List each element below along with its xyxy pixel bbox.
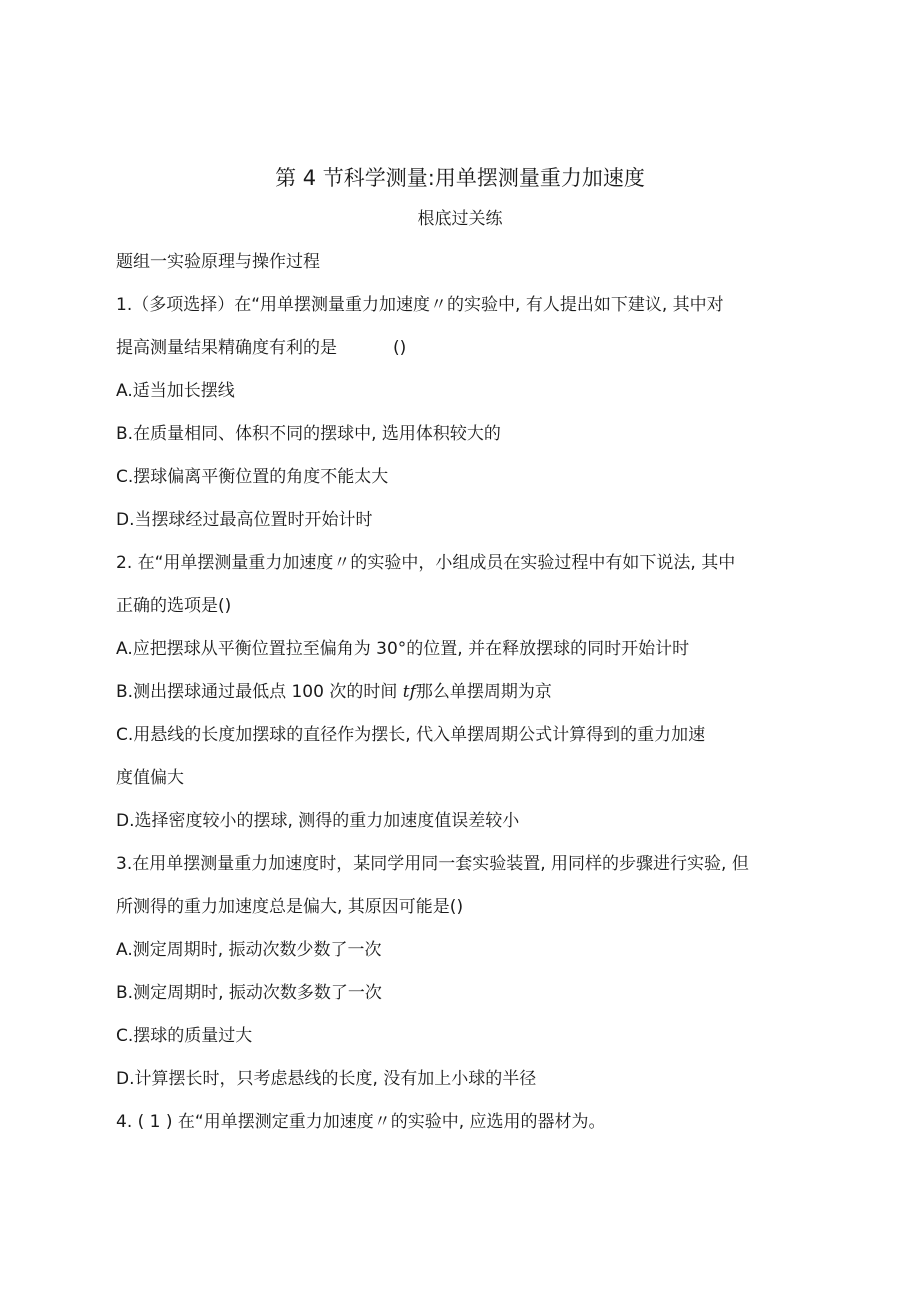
- q2-option-b: [116, 680, 552, 704]
- q2-option-c-line2: 度值偏大: [116, 768, 184, 788]
- q2-option-b-math: tf: [402, 682, 416, 702]
- q2-option-a: A.应把摆球从平衡位置拉至偏角为 30°的位置, 并在释放摆球的同时开始计时: [116, 639, 690, 659]
- q2-stem-line2: 正确的选项是(): [116, 596, 232, 616]
- q1-option-a: A.适当加长摆线: [116, 381, 235, 401]
- q1-stem-text: 提高测量结果精确度有利的是: [116, 338, 337, 358]
- q3-option-b: B.测定周期时, 振动次数多数了一次: [116, 983, 382, 1003]
- q2-option-b-text: B.测出摆球通过最低点 100 次的时间: [116, 682, 398, 702]
- document-subtitle: 根底过关练: [417, 209, 503, 229]
- q2-option-b-tail: 那么单摆周期为京: [415, 682, 552, 702]
- q3-option-d: D.计算摆长时，只考虑悬线的长度, 没有加上小球的半径: [116, 1069, 537, 1089]
- q1-stem-line2: [116, 336, 406, 360]
- q2-option-d: D.选择密度较小的摆球, 测得的重力加速度值误差较小: [116, 811, 520, 831]
- q3-option-a: A.测定周期时, 振动次数少数了一次: [116, 940, 382, 960]
- q4-stem-line1: 4. ( 1 ) 在“用单摆测定重力加速度〃的实验中, 应选用的器材为。: [116, 1112, 606, 1132]
- q1-stem-line1: 1.（多项选择）在“用单摆测量重力加速度〃的实验中, 有人提出如下建议, 其中对: [116, 295, 724, 315]
- q2-stem-line1: 2. 在“用单摆测量重力加速度〃的实验中，小组成员在实验过程中有如下说法, 其中: [116, 553, 736, 573]
- q1-option-c: C.摆球偏离平衡位置的角度不能太大: [116, 467, 389, 487]
- q3-stem-line2: 所测得的重力加速度总是偏大, 其原因可能是(): [116, 897, 464, 917]
- q1-option-b: B.在质量相同、体积不同的摆球中, 选用体积较大的: [116, 424, 501, 444]
- section-heading: 题组一实验原理与操作过程: [116, 252, 320, 272]
- q1-answer-blank: (): [393, 338, 407, 358]
- document-title: 第 4 节科学测量:用单摆测量重力加速度: [275, 166, 645, 190]
- q3-option-c: C.摆球的质量过大: [116, 1026, 253, 1046]
- q3-stem-line1: 3.在用单摆测量重力加速度时，某同学用同一套实验装置, 用同样的步骤进行实验, 但: [116, 854, 749, 874]
- q2-option-c-line1: C.用悬线的长度加摆球的直径作为摆长, 代入单摆周期公式计算得到的重力加速: [116, 725, 706, 745]
- q1-option-d: D.当摆球经过最高位置时开始计时: [116, 510, 373, 530]
